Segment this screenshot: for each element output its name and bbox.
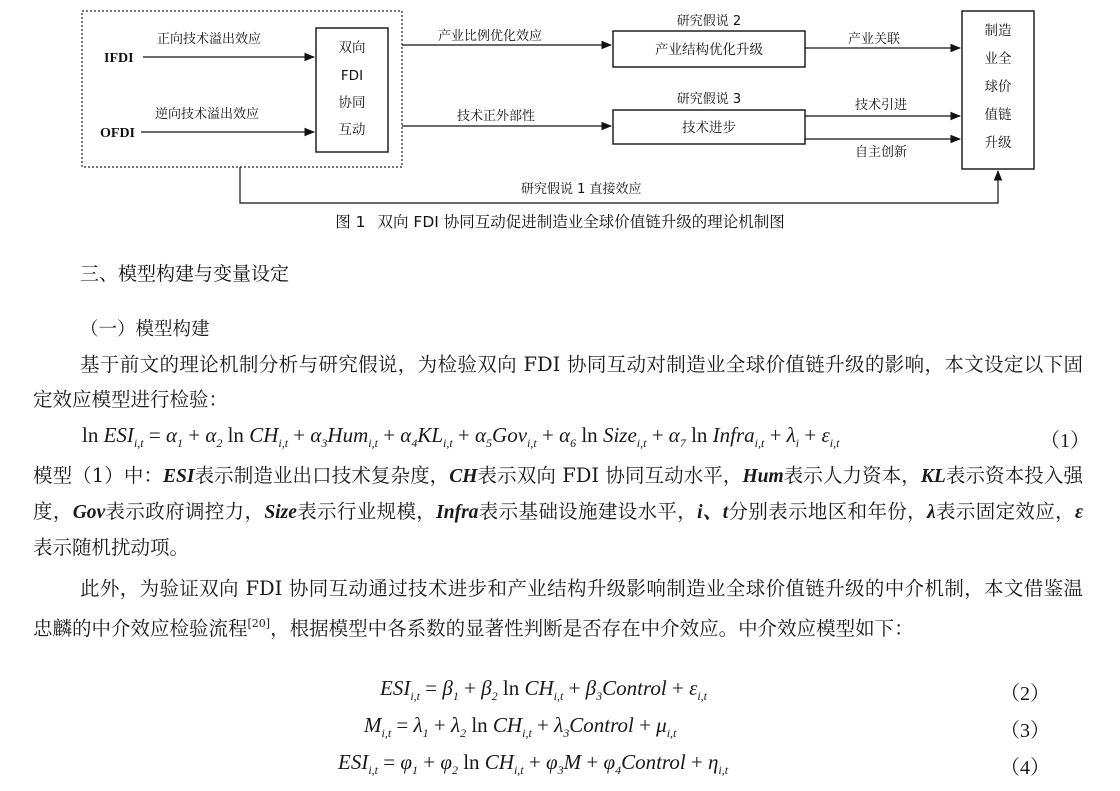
hypothesis-3-label: 研究假说 3 <box>676 92 742 107</box>
var-lambda: λ <box>927 502 936 523</box>
self-innovation-label: 自主创新 <box>855 145 908 160</box>
var-esi: ESI <box>163 466 195 487</box>
p2-s5: 表示资本投入强度， <box>33 464 1083 523</box>
industry-linkage-label: 产业关联 <box>848 32 901 47</box>
ofdi-label: OFDI <box>100 126 135 141</box>
result-box-line-1: 制造 <box>984 23 1012 39</box>
p2-s6: 表示政府调控力， <box>105 500 265 523</box>
var-epsilon: ε <box>1074 502 1083 523</box>
var-hum: Hum <box>742 466 784 487</box>
figure-caption <box>0 210 1120 232</box>
p2-s10: 表示固定效应， <box>935 500 1075 523</box>
var-size: Size <box>264 502 297 523</box>
var-i-t: i、t <box>697 502 729 523</box>
p2-s3: 表示双向 FDI 协同互动水平， <box>477 464 743 487</box>
var-ch: CH <box>449 466 478 487</box>
tech-progress-text: 技术进步 <box>682 120 736 136</box>
p2-s1: 模型（1）中： <box>33 464 164 487</box>
paragraph-model-intro: 基于前文的理论机制分析与研究假说，为检验双向 FDI 协同互动对制造业全球价值链升级的影响，本文设定以下固定效应模型进行检验： <box>33 353 1083 411</box>
p3-before: 此外，为验证双向 FDI 协同互动通过技术进步和产业结构升级影响制造业全球价值链升级的中介机制，本文借鉴温忠麟的中介效应检验流程 <box>33 577 1083 640</box>
figure-title: 双向 FDI 协同互动促进制造业全球价值链升级的理论机制图 <box>377 213 785 231</box>
result-box-line-4: 值链 <box>984 107 1012 123</box>
var-gov: Gov <box>72 502 106 523</box>
hypothesis-1-label: 研究假说 1 直接效应 <box>521 182 642 197</box>
ifdi-label: IFDI <box>104 51 134 66</box>
tech-externality-label: 技术正外部性 <box>457 109 536 124</box>
subsection-title: （一）模型构建 <box>80 319 210 340</box>
equation-4-number: （4） <box>1000 757 1050 779</box>
result-box-line-3: 球价 <box>984 79 1012 95</box>
industry-ratio-effect-label: 产业比例优化效应 <box>438 29 543 44</box>
var-infra: Infra <box>436 502 479 523</box>
mechanism-diagram <box>0 0 1120 210</box>
equation-1-number: （1） <box>1040 430 1090 452</box>
center-box-line-2: FDI <box>340 68 364 84</box>
p2-s7: 表示行业规模， <box>296 500 437 523</box>
p2-s4: 表示人力资本， <box>783 464 921 487</box>
paragraph-variable-definitions <box>33 458 1083 565</box>
hypothesis-2-label: 研究假说 2 <box>676 14 742 29</box>
tech-import-label: 技术引进 <box>855 98 908 113</box>
reverse-spillover-label: 逆向技术溢出效应 <box>155 107 260 122</box>
forward-spillover-label: 正向技术溢出效应 <box>157 32 262 47</box>
equation-1: $\ln ESI_{i,t} = \alpha_1 + \alpha_2$ $\ln CH_{i,t} + \alpha_3Hum_{i,t} + \alpha_4KL_{i,t} + \alpha_5Gov_{i,t} + \alpha_6$ ln Size$_{i,t}$ + $\alpha_7$ ln Infra$_{i,t}$ + $\lambda_i + \varepsilon_{i,t}$ <box>82 423 840 450</box>
p2-s9: 分别表示地区和年份， <box>728 500 928 523</box>
citation-20: [20] <box>247 617 271 630</box>
var-kl: KL <box>920 466 946 487</box>
equation-4: $ESI_{i,t} = \varphi_1 + \varphi_2$ $\ln CH_{i,t} + \varphi_3M$ + $\varphi_4Control + \eta_{i,t}$ <box>338 750 729 777</box>
equation-3: $M_{i,t} = \lambda_1 + \lambda_2$ $\ln CH_{i,t}$ + $\lambda_3Control + \mu_{i,t}$ <box>364 713 677 740</box>
industrial-upgrade-text: 产业结构优化升级 <box>655 42 763 58</box>
p3-after: ，根据模型中各系数的显著性判断是否存在中介效应。中介效应模型如下： <box>270 617 914 640</box>
equation-3-number: （3） <box>1000 720 1050 742</box>
p2-s11: 表示随机扰动项。 <box>33 536 190 559</box>
center-box-line-1: 双向 <box>338 40 366 56</box>
center-box-line-4: 互动 <box>338 122 366 138</box>
equation-2-number: （2） <box>1000 683 1050 705</box>
section-title: 三、模型构建与变量设定 <box>80 263 290 285</box>
result-box-line-2: 业全 <box>984 51 1012 67</box>
figure-label: 图 1 <box>335 213 366 231</box>
center-box-line-3: 协同 <box>338 95 366 111</box>
p2-s8: 表示基础设施建设水平， <box>478 500 698 523</box>
p2-s2: 表示制造业出口技术复杂度， <box>194 464 450 487</box>
result-box-line-5: 升级 <box>984 135 1012 151</box>
equation-2: $ESI_{i,t} = \beta_1 + \beta_2$ $\ln CH_{i,t}$ + $\beta_3Control + \varepsilon_{i,t}$ <box>380 676 708 703</box>
paragraph-mediation <box>33 571 1083 646</box>
